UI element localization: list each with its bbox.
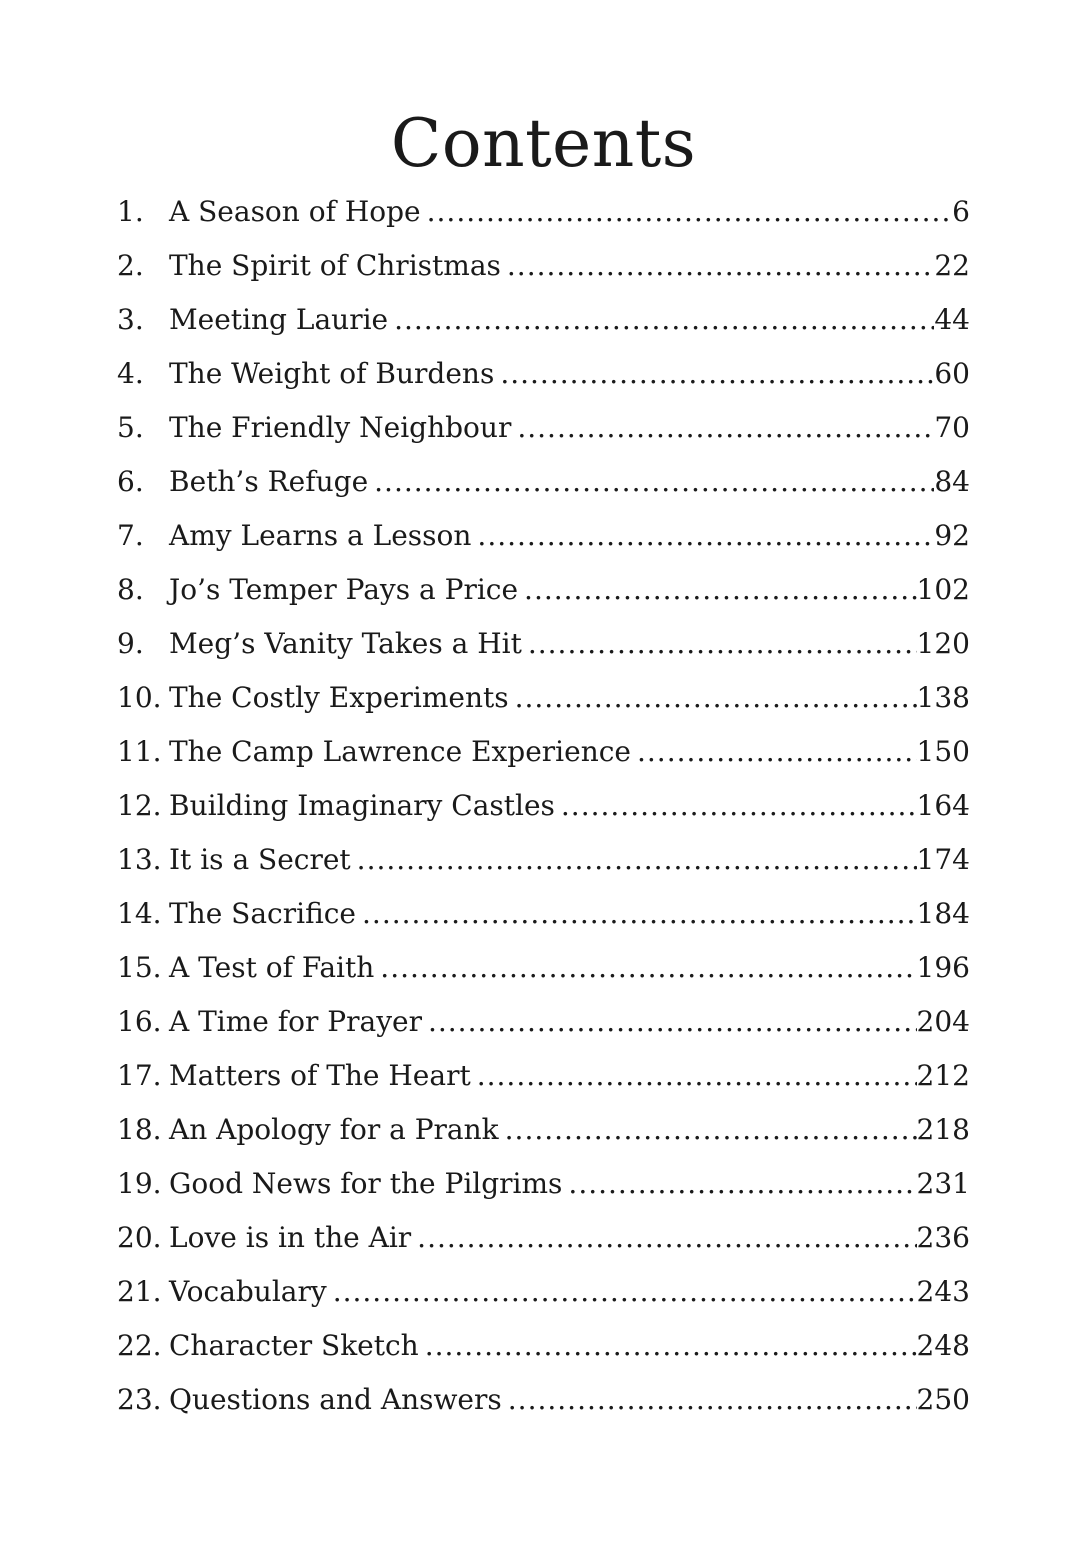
toc-entry-23[interactable] (117, 1376, 970, 1430)
toc-entry-8[interactable] (117, 566, 970, 620)
toc-entry-17[interactable] (117, 1052, 970, 1106)
chapter-title: The Weight of Burdens (169, 357, 495, 390)
page-title: Contents (390, 105, 697, 182)
chapter-number: 10. (117, 681, 162, 714)
chapter-number: 6. (117, 465, 144, 498)
toc-entry-19[interactable] (117, 1160, 970, 1214)
chapter-number: 15. (117, 951, 162, 984)
page-number: 174 (916, 843, 970, 876)
chapter-title: Character Sketch (169, 1329, 419, 1362)
chapter-number: 16. (117, 1005, 162, 1038)
dot-leader (568, 1160, 916, 1208)
chapter-title: A Test of Faith (169, 951, 375, 984)
toc-entry-7[interactable] (117, 512, 970, 566)
page-number: 212 (916, 1059, 970, 1092)
dot-leader (508, 1376, 917, 1424)
toc-entry-10[interactable] (117, 674, 970, 728)
toc-entry-12[interactable] (117, 782, 970, 836)
chapter-number: 21. (117, 1275, 162, 1308)
dot-leader (477, 1052, 917, 1100)
page-number: 184 (916, 897, 970, 930)
page-number: 164 (916, 789, 970, 822)
page-number: 60 (934, 357, 970, 390)
page-number: 218 (916, 1113, 970, 1146)
chapter-number: 13. (117, 843, 162, 876)
dot-leader (428, 998, 917, 1046)
toc-entry-21[interactable] (117, 1268, 970, 1322)
toc-entry-16[interactable] (117, 998, 970, 1052)
dot-leader (374, 458, 934, 506)
toc-entry-22[interactable] (117, 1322, 970, 1376)
chapter-title: The Friendly Neighbour (169, 411, 512, 444)
toc-entry-6[interactable] (117, 458, 970, 512)
chapter-number: 17. (117, 1059, 162, 1092)
page-number: 236 (916, 1221, 970, 1254)
chapter-title: Love is in the Air (169, 1221, 412, 1254)
page-number: 6 (952, 195, 970, 228)
chapter-title: The Sacrifice (169, 897, 357, 930)
chapter-title: Amy Learns a Lesson (169, 519, 472, 552)
chapter-number: 20. (117, 1221, 162, 1254)
dot-leader (394, 296, 934, 344)
page-number: 22 (934, 249, 970, 282)
chapter-title: Questions and Answers (169, 1383, 502, 1416)
toc-entry-4[interactable] (117, 350, 970, 404)
toc-entry-11[interactable] (117, 728, 970, 782)
chapter-title: It is a Secret (169, 843, 351, 876)
chapter-number: 18. (117, 1113, 162, 1146)
chapter-number: 1. (117, 195, 144, 228)
dot-leader (333, 1268, 917, 1316)
chapter-title: The Spirit of Christmas (169, 249, 501, 282)
chapter-number: 7. (117, 519, 144, 552)
toc-entry-1[interactable] (117, 188, 970, 242)
dot-leader (507, 242, 934, 290)
chapter-number: 14. (117, 897, 162, 930)
dot-leader (427, 188, 953, 236)
chapter-title: Meeting Laurie (169, 303, 389, 336)
chapter-title: Vocabulary (169, 1275, 327, 1308)
chapter-number: 2. (117, 249, 144, 282)
chapter-number: 5. (117, 411, 144, 444)
toc-entry-3[interactable] (117, 296, 970, 350)
page-number: 138 (916, 681, 970, 714)
chapter-title: Building Imaginary Castles (169, 789, 555, 822)
toc-entry-9[interactable] (117, 620, 970, 674)
chapter-number: 4. (117, 357, 144, 390)
chapter-number: 12. (117, 789, 162, 822)
page-number: 150 (916, 735, 970, 768)
dot-leader (362, 890, 917, 938)
chapter-title: A Season of Hope (169, 195, 421, 228)
chapter-number: 23. (117, 1383, 162, 1416)
dot-leader (425, 1322, 917, 1370)
toc-entry-2[interactable] (117, 242, 970, 296)
page-number: 44 (934, 303, 970, 336)
dot-leader (357, 836, 917, 884)
chapter-title: Meg’s Vanity Takes a Hit (169, 627, 522, 660)
chapter-number: 9. (117, 627, 144, 660)
chapter-title: Jo’s Temper Pays a Price (169, 573, 519, 606)
dot-leader (561, 782, 917, 830)
page-number: 92 (934, 519, 970, 552)
chapter-number: 11. (117, 735, 162, 768)
chapter-number: 22. (117, 1329, 162, 1362)
chapter-title: Beth’s Refuge (169, 465, 369, 498)
chapter-title: The Costly Experiments (169, 681, 509, 714)
chapter-title: An Apology for a Prank (169, 1113, 499, 1146)
toc-entry-18[interactable] (117, 1106, 970, 1160)
dot-leader (500, 350, 934, 398)
page-number: 243 (916, 1275, 970, 1308)
page-number: 102 (916, 573, 970, 606)
page-number: 120 (916, 627, 970, 660)
chapter-number: 19. (117, 1167, 162, 1200)
page-number: 231 (916, 1167, 970, 1200)
dot-leader (417, 1214, 916, 1262)
chapter-title: The Camp Lawrence Experience (169, 735, 631, 768)
dot-leader (505, 1106, 917, 1154)
dot-leader (637, 728, 917, 776)
toc-entry-20[interactable] (117, 1214, 970, 1268)
toc-entry-5[interactable] (117, 404, 970, 458)
dot-leader (517, 404, 934, 452)
page-number: 204 (916, 1005, 970, 1038)
dot-leader (524, 566, 917, 614)
chapter-title: A Time for Prayer (169, 1005, 422, 1038)
chapter-number: 8. (117, 573, 144, 606)
chapter-title: Matters of The Heart (169, 1059, 471, 1092)
toc-entry-14[interactable] (117, 890, 970, 944)
page-number: 250 (916, 1383, 970, 1416)
table-of-contents (117, 188, 970, 1430)
page-number: 84 (934, 465, 970, 498)
toc-entry-15[interactable] (117, 944, 970, 998)
dot-leader (515, 674, 917, 722)
toc-entry-13[interactable] (117, 836, 970, 890)
dot-leader (528, 620, 917, 668)
page-number: 196 (916, 951, 970, 984)
chapter-number: 3. (117, 303, 144, 336)
dot-leader (380, 944, 916, 992)
chapter-title: Good News for the Pilgrims (169, 1167, 563, 1200)
page-number: 70 (934, 411, 970, 444)
page-number: 248 (916, 1329, 970, 1362)
dot-leader (477, 512, 934, 560)
